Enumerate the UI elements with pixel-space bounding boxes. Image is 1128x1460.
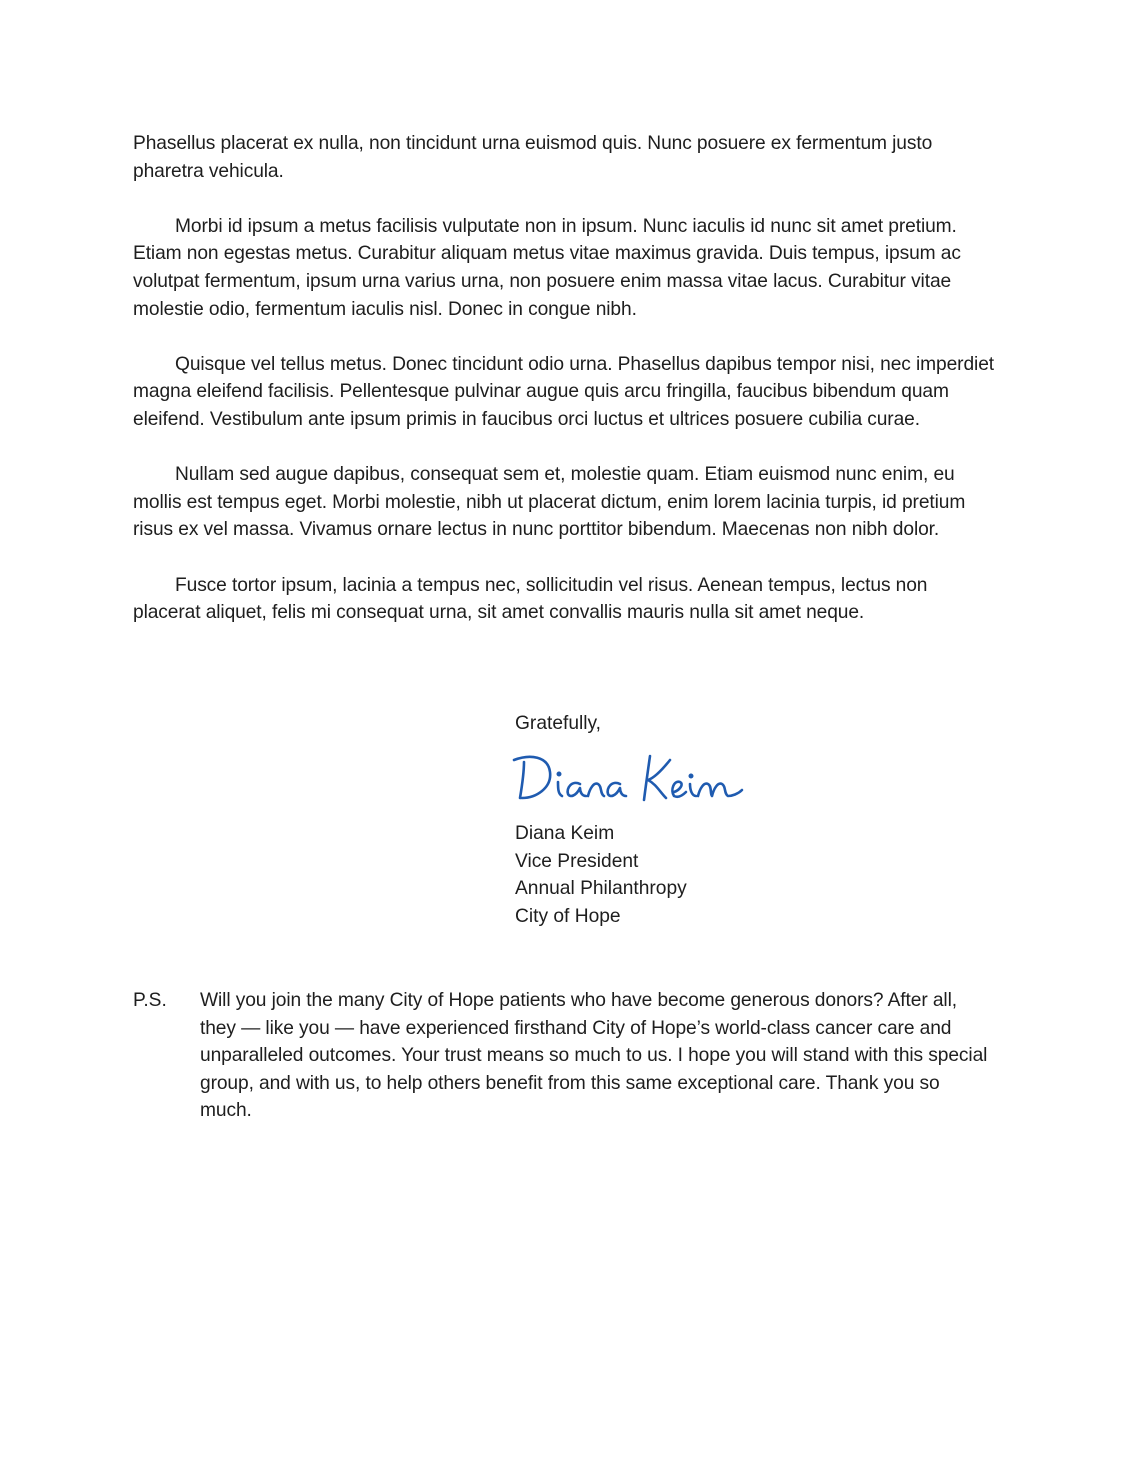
handwritten-signature: [510, 748, 750, 806]
paragraph: Nullam sed augue dapibus, consequat sem et, molestie quam. Etiam euismod nunc enim, eu mollis est tempus eget. Morbi molestie, nibh ut placerat dictum, enim lorem lacinia turpis, id pretium risus ex vel massa. Vivamus ornare lectus in nunc porttitor bibendum. Maecenas non nibh dolor.: [133, 464, 966, 541]
signer-department: Annual Philanthropy: [515, 878, 687, 900]
ps-text: Will you join the many City of Hope patients who have become generous donors? After all, they — like you — have experienced firsthand City of Hope’s world-class cancer care and unparalleled outcomes. Your trust means so much to us. I hope you will stand with this special group, and with us, to help others benefit from this same exceptional care. Thank you so much.: [200, 990, 988, 1122]
signer-title: Vice President: [515, 850, 639, 872]
paragraph: Fusce tortor ipsum, lacinia a tempus nec, sollicitudin vel risus. Aenean tempus, lectus non placerat aliquet, felis mi consequat urna, sit amet convallis mauris nulla sit amet neque.: [133, 574, 928, 624]
signature-block: [515, 820, 935, 930]
paragraph: Morbi id ipsum a metus facilisis vulputate non in ipsum. Nunc iaculis id nunc sit amet pretium. Etiam non egestas metus. Curabitur aliquam metus vitae maximus gravida. Duis tempus, ipsum ac volutpat fermentum, ipsum urna varius urna, non posuere enim massa vitae lacus. Curabitur vitae molestie odio, fermentum iaculis nisl. Donec in congue nibh.: [133, 215, 961, 320]
letter-body: [133, 130, 999, 654]
ps-label: P.S.: [133, 990, 167, 1011]
signer-organization: City of Hope: [515, 905, 621, 927]
signer-name: Diana Keim: [515, 823, 615, 844]
paragraph: Phasellus placerat ex nulla, non tincidunt urna euismod quis. Nunc posuere ex fermentum justo pharetra vehicula.: [133, 133, 933, 182]
closing-salutation: Gratefully,: [515, 713, 602, 734]
paragraph: Quisque vel tellus metus. Donec tincidunt odio urna. Phasellus dapibus tempor nisi, nec imperdiet magna eleifend facilisis. Pellentesque pulvinar augue quis arcu fringilla, faucibus bibendum quam eleifend. Vestibulum ante ipsum primis in faucibus orci luctus et ultrices posuere cubilia curae.: [133, 353, 995, 430]
